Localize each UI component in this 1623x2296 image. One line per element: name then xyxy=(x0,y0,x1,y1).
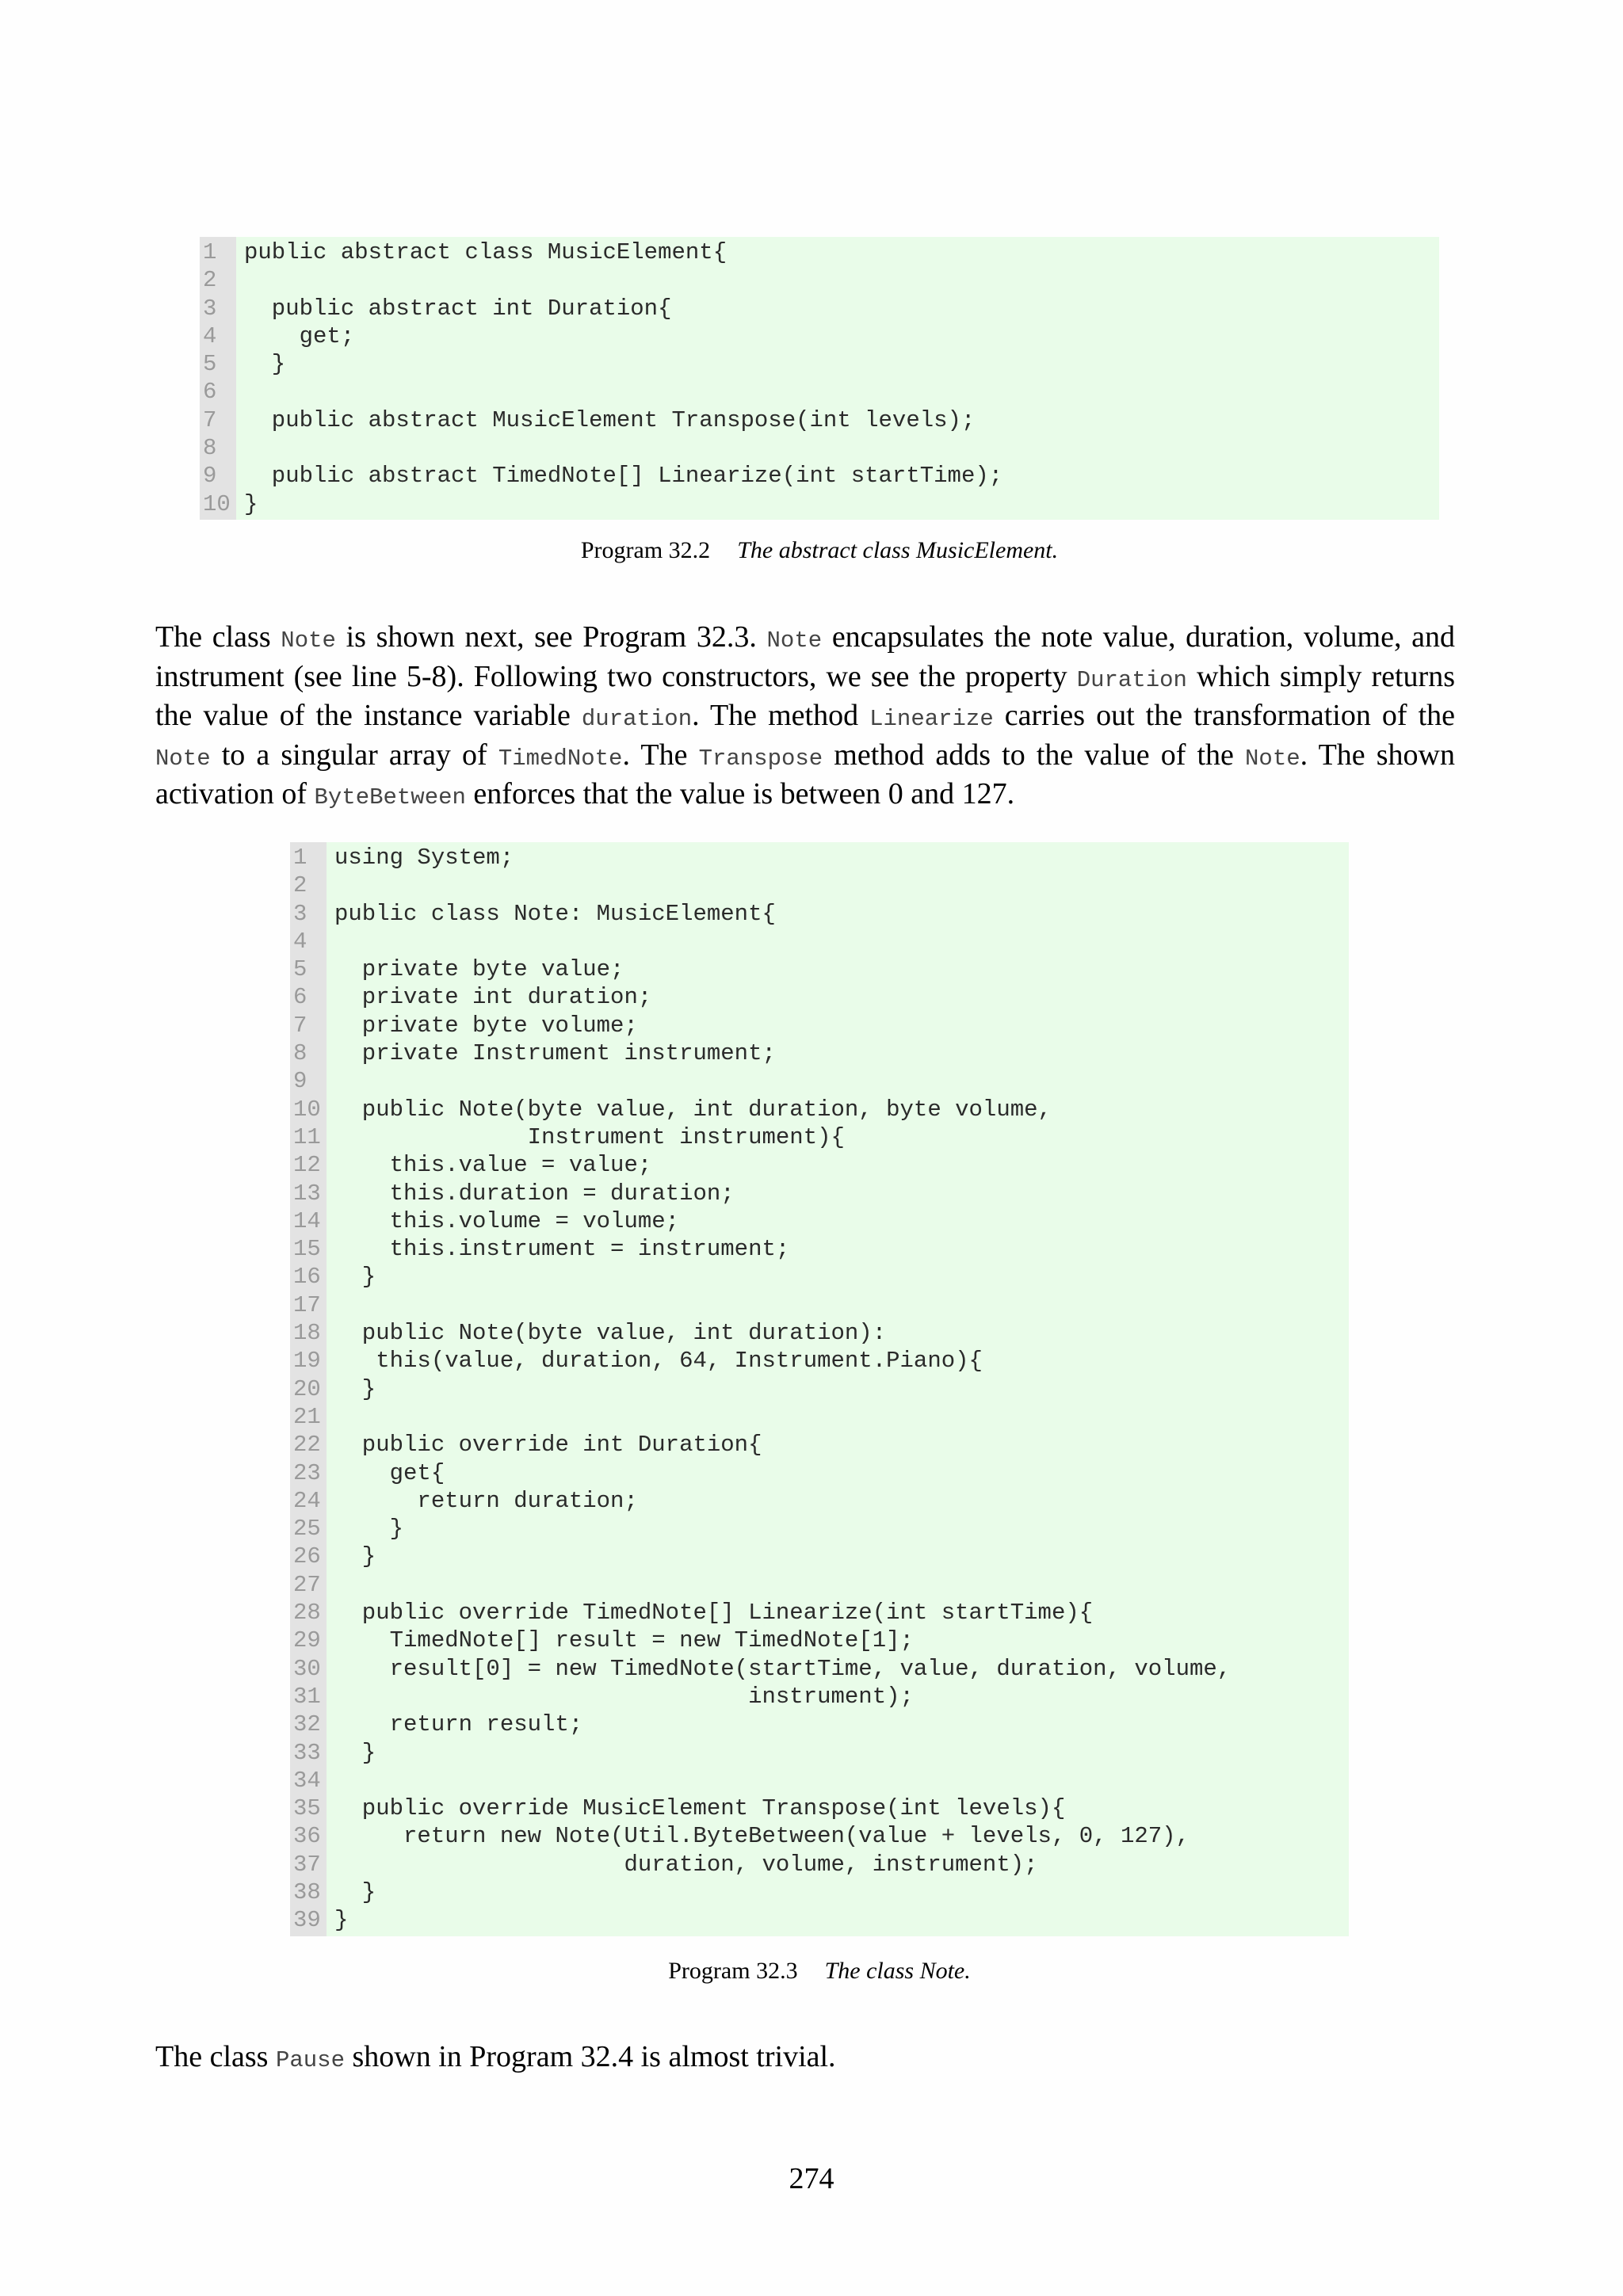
line-number: 18 xyxy=(293,1320,321,1347)
line-number: 37 xyxy=(293,1851,321,1878)
paragraph-text: The class xyxy=(155,620,281,654)
line-number: 17 xyxy=(293,1291,321,1318)
line-number: 7 xyxy=(293,1012,307,1039)
code-line: public Note(byte value, int duration): xyxy=(334,1320,887,1347)
program-32-3-caption xyxy=(290,1958,1349,1985)
body-paragraph xyxy=(155,2039,1455,2079)
line-number: 33 xyxy=(293,1739,321,1766)
line-number: 27 xyxy=(293,1571,321,1598)
paragraph-text: enforces that the value is between 0 and 127. xyxy=(465,777,1015,810)
code-line xyxy=(334,1767,1349,1794)
code-line: this.duration = duration; xyxy=(334,1180,735,1207)
line-number: 13 xyxy=(293,1180,321,1207)
line-number: 11 xyxy=(293,1123,321,1150)
line-number: 12 xyxy=(293,1152,321,1179)
code-line: private Instrument instrument; xyxy=(334,1040,776,1067)
line-number: 1 xyxy=(293,845,307,871)
code-line: duration, volume, instrument); xyxy=(334,1851,1038,1878)
paragraph-text: is shown next, see Program 32.3. xyxy=(335,620,767,654)
code-line: } xyxy=(334,1878,376,1905)
line-number: 6 xyxy=(203,379,217,406)
code-line: } xyxy=(334,1907,349,1934)
line-number: 15 xyxy=(293,1236,321,1263)
code-line xyxy=(244,434,1439,462)
line-number: 3 xyxy=(203,295,217,322)
paragraph-text: encapsulates the note value, duration, volume, and instrument (see line 5-8). Following two constructors, we see the property xyxy=(155,620,1455,693)
line-number: 9 xyxy=(203,463,217,490)
code-line: get{ xyxy=(334,1459,445,1486)
line-number: 29 xyxy=(293,1627,321,1654)
code-line xyxy=(244,378,1439,406)
line-number: 19 xyxy=(293,1348,321,1375)
line-number: 2 xyxy=(293,872,307,899)
line-number: 10 xyxy=(203,490,231,517)
code-line: return result; xyxy=(334,1711,583,1738)
code-line: TimedNote[] result = new TimedNote[1]; xyxy=(334,1627,914,1654)
code-line xyxy=(244,266,1439,294)
code-line: instrument); xyxy=(334,1683,914,1710)
line-number: 10 xyxy=(293,1096,321,1123)
line-number: 5 xyxy=(293,956,307,983)
line-number-gutter xyxy=(200,237,236,520)
code-line: public Note(byte value, int duration, byte volume, xyxy=(334,1096,1052,1123)
caption-text: The abstract class MusicElement. xyxy=(737,537,1059,563)
code-line: private byte value; xyxy=(334,956,624,983)
paragraph-text: The class xyxy=(155,2040,276,2073)
inline-code: Note xyxy=(281,627,336,654)
code-line: this.volume = volume; xyxy=(334,1207,680,1234)
line-number: 26 xyxy=(293,1543,321,1570)
line-number: 20 xyxy=(293,1375,321,1402)
paragraph-text: to a singular array of xyxy=(210,738,498,772)
line-number: 22 xyxy=(293,1432,321,1459)
paragraph-text: which simply returns the value of the instance variable xyxy=(155,659,1455,732)
code-lines xyxy=(327,842,1349,1936)
line-number: 28 xyxy=(293,1600,321,1627)
paragraph-text: . The xyxy=(622,738,699,772)
line-number: 4 xyxy=(203,322,217,349)
code-line xyxy=(334,1571,1349,1599)
line-number: 16 xyxy=(293,1264,321,1291)
program-32-3-code-listing xyxy=(290,842,1349,1936)
line-number: 36 xyxy=(293,1823,321,1850)
inline-code: duration xyxy=(581,706,693,732)
line-number: 8 xyxy=(203,435,217,462)
code-line: private byte volume; xyxy=(334,1012,638,1039)
line-number-gutter xyxy=(290,842,327,1936)
line-number: 25 xyxy=(293,1516,321,1543)
code-line: public abstract MusicElement Transpose(int levels); xyxy=(244,406,976,433)
code-line: private int duration; xyxy=(334,984,652,1011)
code-line: public abstract int Duration{ xyxy=(244,295,672,322)
code-line: } xyxy=(334,1739,376,1766)
caption-text: The class Note. xyxy=(824,1958,971,1984)
code-line: } xyxy=(244,351,286,378)
line-number: 21 xyxy=(293,1403,321,1430)
code-lines xyxy=(236,237,1439,520)
code-line: Instrument instrument){ xyxy=(334,1123,845,1150)
code-line: } xyxy=(334,1375,376,1402)
code-line xyxy=(334,871,1349,899)
line-number: 23 xyxy=(293,1459,321,1486)
code-line: this.instrument = instrument; xyxy=(334,1236,790,1263)
code-line: this.value = value; xyxy=(334,1152,652,1179)
line-number: 8 xyxy=(293,1040,307,1067)
inline-code: Note xyxy=(155,745,211,772)
line-number: 2 xyxy=(203,267,217,294)
paragraph-text: method adds to the value of the xyxy=(823,738,1246,772)
line-number: 39 xyxy=(293,1907,321,1934)
line-number: 7 xyxy=(203,406,217,433)
inline-code: Note xyxy=(1245,745,1300,772)
code-line xyxy=(334,1291,1349,1319)
inline-code: Transpose xyxy=(698,745,823,772)
body-paragraph xyxy=(155,620,1455,816)
paragraph-text: carries out the transformation of the xyxy=(993,699,1455,732)
inline-code: Duration xyxy=(1076,666,1187,693)
code-line: return duration; xyxy=(334,1487,638,1514)
inline-code: Note xyxy=(766,627,823,654)
code-line: return new Note(Util.ByteBetween(value + levels, 0, 127), xyxy=(334,1823,1190,1850)
code-line: public abstract class MusicElement{ xyxy=(244,239,727,265)
paragraph-text: . The method xyxy=(692,699,870,732)
code-line: public override int Duration{ xyxy=(334,1432,762,1459)
code-line xyxy=(334,928,1349,955)
code-line: } xyxy=(334,1516,404,1543)
line-number: 32 xyxy=(293,1711,321,1738)
line-number: 35 xyxy=(293,1795,321,1822)
inline-code: Linearize xyxy=(869,706,994,732)
code-line: public abstract TimedNote[] Linearize(int startTime); xyxy=(244,463,1003,490)
paragraph-text: shown in Program 32.4 is almost trivial. xyxy=(344,2040,836,2073)
line-number: 38 xyxy=(293,1878,321,1905)
line-number: 30 xyxy=(293,1655,321,1682)
code-line: } xyxy=(334,1264,376,1291)
line-number: 14 xyxy=(293,1207,321,1234)
code-line xyxy=(334,1403,1349,1431)
line-number: 4 xyxy=(293,928,307,955)
code-line: public override MusicElement Transpose(int levels){ xyxy=(334,1795,1066,1822)
code-line: this(value, duration, 64, Instrument.Piano){ xyxy=(334,1348,983,1375)
code-line xyxy=(334,1067,1349,1095)
inline-code: TimedNote xyxy=(498,745,623,772)
paragraph-text: . The shown activation of xyxy=(155,738,1455,810)
code-line: } xyxy=(244,490,258,517)
line-number: 31 xyxy=(293,1683,321,1710)
caption-label: Program 32.3 xyxy=(668,1958,798,1984)
line-number: 24 xyxy=(293,1487,321,1514)
caption-label: Program 32.2 xyxy=(580,537,711,563)
program-32-2-code-listing xyxy=(200,237,1439,520)
inline-code: Pause xyxy=(275,2047,345,2073)
code-line: get; xyxy=(244,322,355,349)
code-line: public class Note: MusicElement{ xyxy=(334,900,776,927)
code-line: result[0] = new TimedNote(startTime, value, duration, volume, xyxy=(334,1655,1232,1682)
line-number: 3 xyxy=(293,900,307,927)
line-number: 1 xyxy=(203,239,217,265)
code-line: public override TimedNote[] Linearize(int startTime){ xyxy=(334,1600,1094,1627)
inline-code: ByteBetween xyxy=(314,784,466,810)
code-line: using System; xyxy=(334,845,514,871)
code-line: } xyxy=(334,1543,376,1570)
line-number: 9 xyxy=(293,1068,307,1095)
line-number: 5 xyxy=(203,351,217,378)
program-32-2-caption xyxy=(200,537,1439,564)
page-number: 274 xyxy=(789,2162,834,2195)
line-number: 34 xyxy=(293,1767,321,1794)
line-number: 6 xyxy=(293,984,307,1011)
